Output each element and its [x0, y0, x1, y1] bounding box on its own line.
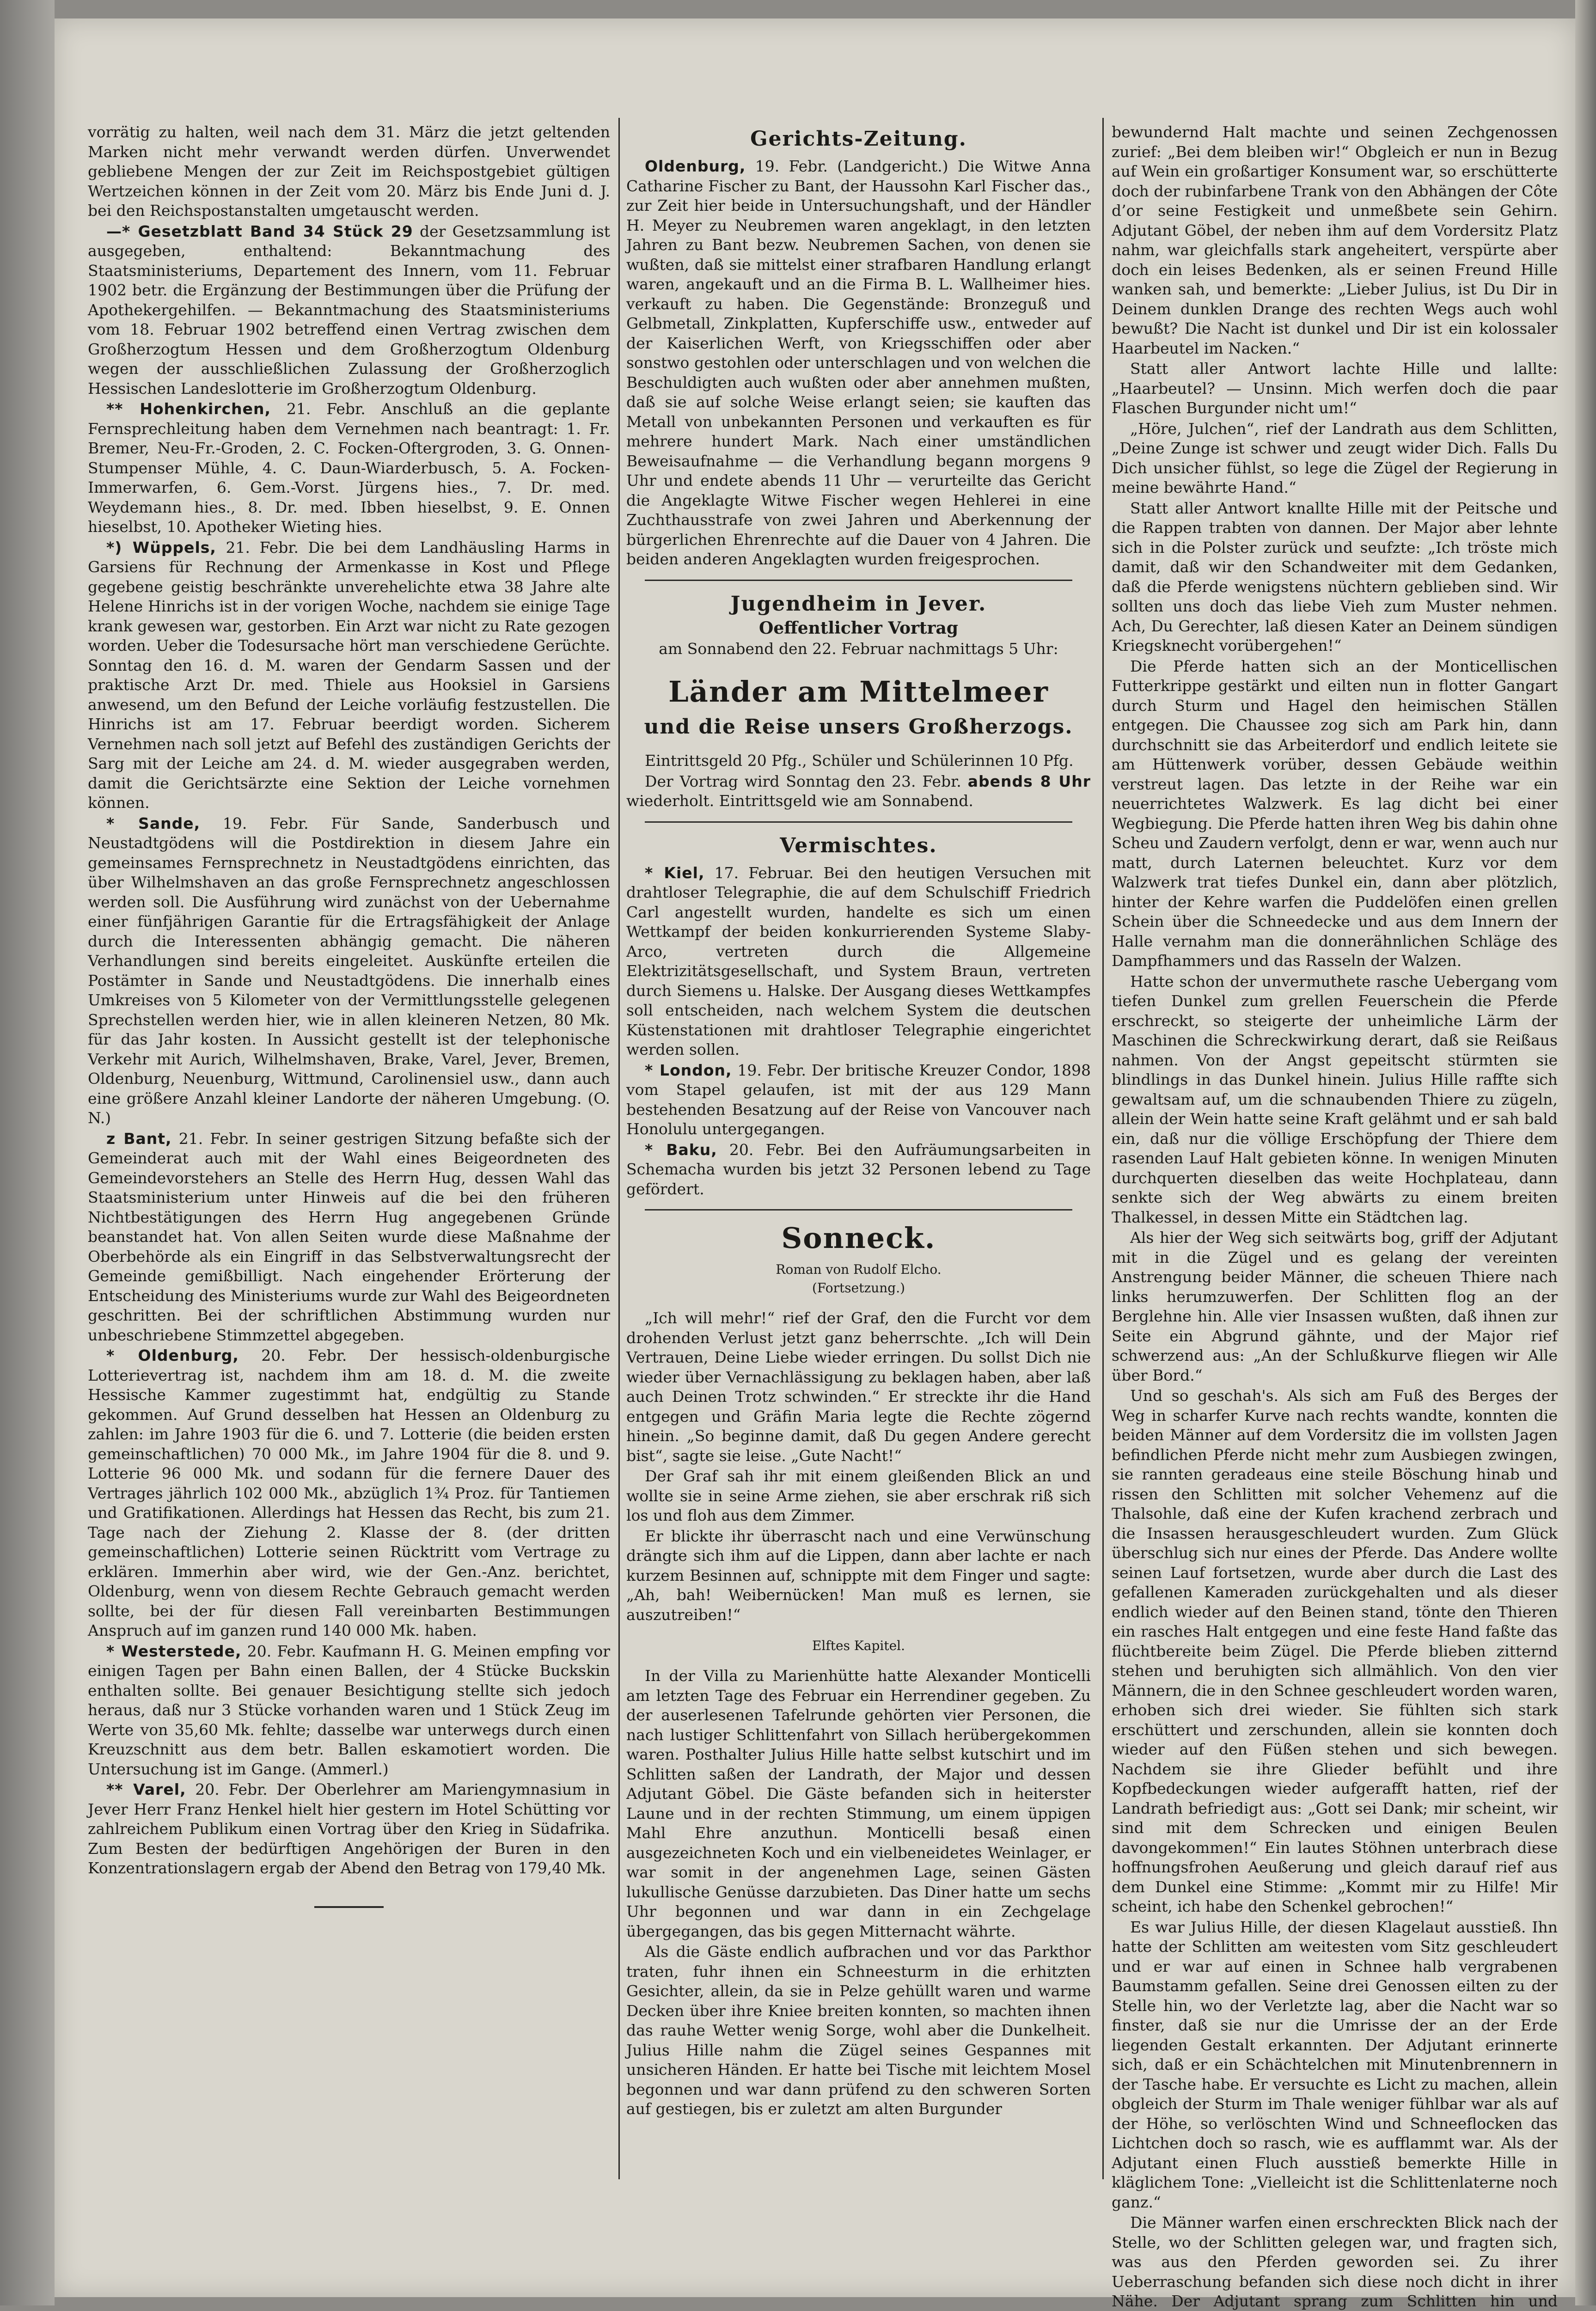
article-london: * London, 19. Febr. Der britische Kreuzer Condor, 1898 vom Stapel gelaufen, ist mit der aus 129 Mann bestehenden Besatzung auf der Reise von Vancouver nach Honolulu untergegangen. — [626, 1061, 1091, 1138]
serial-title-sonneck: Sonneck. — [781, 1221, 936, 1255]
serial-paragraph: Und so geschah's. Als sich am Fuß des Berges der Weg in scharfer Kurve nach rechts wandte, konnten die beiden Männer auf dem Vordersitz die im vollsten Jagen befindlichen Pferde nicht mehr zum Ausbiegen zwingen, sie rannten geradeaus eine steile Böschung hinab und rissen den Schlitten mit solcher Vehemenz auf die Thalsohle, daß eine der Kufen krachend zerbrach und die Insassen herausgeschleudert wurden. Zum Glück überschlug sich nur eines der Pferde. Das Andere wollte seinen Lauf fortsetzen, wurde aber durch die Last des gefallenen Kameraden zurückgehalten und als dieser endlich wieder auf den Beinen stand, tönte den Thieren ein rasches Halt entgegen und eine feste Hand faßte das flüchtbereite beim Zügel. Die Pferde blieben zitternd stehen und beruhigten sich allmählich. Von den vier Männern, die in den Schnee geschleudert worden waren, erhoben sich drei wieder. Sie fühlten sich stark erschüttert und zerschunden, allein sie konnten doch wieder auf den Füßen stehen und sich bewegen. Nachdem sie ihre Glieder befühlt und ihre Kopfbedeckungen wieder aufgerafft hatten, rief der Landrath befriedigt aus: „Gott sei Dank; mir scheint, wir sind mit dem Schrecken und einigen Beulen davongekommen!“ Ein lautes Stöhnen unterbrach diese hoffnungsfrohen Aeußerung und gleich darauf rief aus dem Dunkel eine Stimme: „Kommt mir zu Hilfe! Mir scheint, ich habe den Schenkel gebrochen!“ — [1112, 1387, 1558, 1915]
article-oldenburg: * Oldenburg, 20. Febr. Der hessisch-oldenburgische Lotterievertrag ist, nachdem ihm am 18. d. M. die zweite Hessische Kammer zugestimmt hat, endgültig zu Stande gekommen. Auf Grund desselben hat Hessen an Oldenburg zu zahlen: im Jahre 1903 für die 6. und 7. Lotterie (die beiden ersten gemeinschaftlichen) 70 000 Mk., im Jahre 1904 für die 8. und 9. Lotterie 96 000 Mk. und sodann für die fernere Dauer des Vertrages jährlich 102 000 Mk., abzüglich 1¾ Proz. für Tantiemen und Gratifikationen. Allerdings hat Hessen das Recht, bis zum 21. Tage nach der Ziehung 2. Klasse der 8. (der dritten gemeinschaftlichen) Lotterie seinen Rücktritt vom Vertrage zu erklären. Immerhin aber wird, wie der Gen.-Anz. berichtet, Oldenburg, wenn von diesem Rechte Gebrauch gemacht werden sollte, bei der für diesen Fall vereinbarten Bestimmungen Anspruch auf im ganzen rund 140 000 Mk. haben. — [88, 1346, 610, 1639]
serial-paragraph: Es war Julius Hille, der diesen Klagelaut ausstieß. Ihn hatte der Schlitten am weitesten vom Sitz geschleudert und er war auf einen in Schnee halb vergrabenen Baumstamm gefallen. Seine drei Genossen eilten zu der Stelle hin, wo der Verletzte lag, aber die Nacht war so finster, daß sie nur die Umrisse der an der Erde liegenden Gestalt erkannten. Der Adjutant erinnerte sich, daß er ein Schächtelchen mit Minutenbrennern in der Tasche habe. Er versuchte es Licht zu machen, allein obgleich der Sturm im Thale weniger fühlbar war als auf der Höhe, so verlöschten Wind und Schneeflocken das Lichtchen doch so rasch, wie es aufflammt war. Als der Adjutant einen Fluch ausstieß bemerkte Hille in kläglichem Tone: „Vielleicht ist die Schlittenlaterne noch ganz.“ — [1112, 1918, 1558, 2211]
article-gesetzblatt: —* Gesetzblatt Band 34 Stück 29 der Gesetzsammlung ist ausgegeben, enthaltend: Bekanntmachung des Staatsministeriums, Departement des Innern, vom 11. Februar 1902 betr. die Ergänzung der Bestimmungen über die Prüfung der Apothekergehilfen. — Bekanntmachung des Staatsministeriums vom 18. Februar 1902 betreffend einen Vertrag zwischen dem Großherzogtum Hessen und dem Großherzogtum Oldenburg wegen der ausschließlichen Zulassung der Großherzoglich Hessischen Landeslotterie im Großherzogtum Oldenburg. — [88, 222, 611, 397]
serial-continuation-note: (Fortsetzung.) — [812, 1280, 905, 1296]
column-rule-1 — [618, 118, 620, 2179]
serial-paragraph: Der Graf sah ihr mit einem gleißenden Blick an und wollte sie in seine Arme ziehen, sie aber erschrak riß sich los und floh aus dem Zimmer. — [626, 1467, 1091, 1524]
article-sande: * Sande, 19. Febr. Für Sande, Sanderbusch und Neustadtgödens will die Postdirektion in diesem Jahre ein gemeinsames Fernsprechnetz in Neustadtgödens einrichten, das über Wilhelmshaven an das große Fernsprechnetz angeschlossen werden soll. Die Ausführung wird zunächst von der Uebernahme einer fünfjährigen Garantie für die Ertragsfähigkeit der Anlage durch die Interessenten abhängig gemacht. Die näheren Verhandlungen sind bereits eingeleitet. Auskünfte erteilen die Postämter in Sande und Neustadtgödens. Die innerhalb eines Umkreises von 5 Kilometer von der Vermittlungsstelle gelegenen Sprechstellen werden hier, wie in allen kleineren Netzen, 80 Mk. für das Jahr kosten. In Aussicht gestellt ist der telephonische Verkehr mit Aurich, Wilhelmshaven, Brake, Varel, Jever, Bremen, Oldenburg, Neuenburg, Wittmund, Carolinensiel usw., dann auch eine größere Anzahl kleiner Landorte der näheren Umgebung. (O. N.) — [88, 814, 610, 1127]
column-local-news — [88, 122, 610, 2179]
ad-lecture-title-2: und die Reise unsers Großherzogs. — [644, 715, 1073, 739]
article-continuation: vorrätig zu halten, weil nach dem 31. März die jetzt geltenden Marken nicht mehr verwandt werden dürfen. Unverwendet gebliebene Mengen der zur Zeit im Reichspostgebiet gültigen Wertzeichen können in der Zeit vom 20. März bis Ende Juni d. J. bei den Reichspostanstalten umgetauscht werden. — [88, 123, 610, 220]
serial-paragraph: Er blickte ihr überrascht nach und eine Verwünschung drängte sich ihm auf die Lippen, dann aber lachte er nach kurzem Besinnen auf, schnippte mit dem Finger und sagte: „Ah, bah! Weibernücken! Man muß es lernen, sie auszutreiben!“ — [626, 1527, 1091, 1624]
serial-paragraph: Statt aller Antwort lachte Hille und lallte: „Haarbeutel? — Unsinn. Mich werfen doch die paar Flaschen Burgunder nicht um!“ — [1112, 360, 1558, 417]
serial-paragraph: Als hier der Weg sich seitwärts bog, griff der Adjutant mit in die Zügel und es gelang der vereinten Anstrengung beider Männer, die scheuen Thiere nach links herumzuwerfen. Der Schlitten flog an der Berglehne hin. Alle vier Insassen wußten, daß ihnen zur Seite ein Abgrund gähnte, und der Major rief schwerzend aus: „An der Schlußkurve fliegen wir Alle über Bord.“ — [1112, 1229, 1558, 1384]
article-varel: ** Varel, 20. Febr. Der Oberlehrer am Mariengymnasium in Jever Herr Franz Henkel hielt hier gestern im Hotel Schütting vor zahlreichem Publikum einen Vortrag über den Krieg in Südafrika. Zum Besten der bedürftigen Angehörigen der Buren in den Konzentrationslagern ergab der Abend den Betrag von 179,40 Mk. — [88, 1780, 610, 1877]
serial-author: Roman von Rudolf Elcho. — [776, 1262, 942, 1277]
column-rule-2 — [1102, 118, 1104, 2179]
serial-paragraph: In der Villa zu Marienhütte hatte Alexander Monticelli am letzten Tage des Februar ein Herrendiner gegeben. Zu der auserlesenen Tafelrunde gehörten vier Personen, die nach lustiger Schlittenfahrt von Sillach herübergekommen waren. Posthalter Julius Hille hatte selbst kutschirt und im Schlitten saßen der Landrath, der Major und dessen Adjutant Göbel. Die Gäste befanden sich in heiterster Laune und in der rechten Stimmung, um einem üppigen Mahl Ehre anzuthun. Monticelli besaß einen ausgezeichneten Koch und ein vielbeneidetes Weinlager, er war somit in der angenehmen Lage, seinen Gästen lukullische Genüsse darzubieten. Das Diner hatte um sechs Uhr begonnen und war dann in ein Zechgelage übergegangen, das bis gegen Mitternacht währte. — [626, 1667, 1091, 1940]
column-serial-continued — [1112, 122, 1558, 2310]
page-edge-left — [0, 0, 55, 2305]
column-court-and-misc — [626, 122, 1091, 2179]
article-kiel: * Kiel, 17. Februar. Bei den heutigen Versuchen mit drahtloser Telegraphie, die auf dem Schulschiff Friedrich Carl angestellt wurden, handelte es sich um einen Wettkampf der beiden konkurrierenden Systeme Slaby-Arco, vertreten durch die Allgemeine Elektrizitätsgesellschaft, und System Braun, vertreten durch Siemens u. Halske. Der Ausgang dieses Wettkampfes soll entscheiden, nach welchem System die deutschen Küstenstationen mit drahtloser Telegraphie eingerichtet werden sollen. — [626, 863, 1091, 1058]
serial-paragraph: bewundernd Halt machte und seinen Zechgenossen zurief: „Bei dem bleiben wir!“ Obgleich er nun in Bezug auf Wein ein großartiger Konsument war, so erschütterte doch der rubinfarbene Trank von den Abhängen der Côte d’or seine Festigkeit und unmeßbete sein Gehirn. Adjutant Göbel, der neben ihm auf dem Vordersitz Platz nahm, war gleichfalls stark angeheitert, verspürte aber doch ein leises Bedenken, als er seinen Freund Hille wanken sah, und bemerkte: „Lieber Julius, ist Du Dir in Deinem dunklen Drange des rechten Wegs auch wohl bewußt? Die Nacht ist dunkel und Dir ist ein kolossaler Haarbeutel im Nacken.“ — [1112, 123, 1558, 357]
article-hohenkirchen: ** Hohenkirchen, 21. Febr. Anschluß an die geplante Fernsprechleitung haben dem Vernehmen nach beantragt: 1. Fr. Bremer, Neu-Fr.-Groden, 2. C. Focken-Oftergroden, 3. G. Onnen-Stumpenser Mühle, 4. C. Daun-Wiarderbusch, 5. A. Focken-Immerwarfen, 6. Gem.-Vorst. Jürgens hies., 7. Dr. med. Weydemann hies., 8. Dr. med. Ibben hieselbst, 9. E. Onnen hieselbst, 10. Apotheker Wieting hies. — [88, 400, 610, 536]
section-title-vermischtes: Vermischtes. — [780, 833, 937, 857]
divider-rule — [645, 1209, 1072, 1211]
chapter-heading: Elftes Kapitel. — [812, 1638, 905, 1653]
serial-paragraph: Die Männer warfen einen erschreckten Blick nach der Stelle, wo der Schlitten gelegen war, und fragten sich, was aus den Pferden geworden sei. Zu ihrer Ueberraschung befanden sich diese noch dicht in ihrer Nähe. Der Adjutant sprang zum Schlitten hin und — [1112, 2213, 1558, 2310]
article-baku: * Baku, 20. Febr. Bei den Aufräumungsarbeiten in Schemacha wurden bis jetzt 32 Personen lebend zu Tage gefördert. — [626, 1140, 1091, 1198]
ad-time: am Sonnabend den 22. Februar nachmittags 5 Uhr: — [659, 639, 1058, 658]
article-westerstede: * Westerstede, 20. Febr. Kaufmann H. G. Meinen empfing vor einigen Tagen per Bahn einen Ballen, der 4 Stücke Buckskin enthalten sollte. Bei genauer Besichtigung stellte sich jedoch heraus, daß nur 3 Stücke vorhanden waren und 1 Stück Zeug im Werte von 35,60 Mk. fehlte; dasselbe war unterwegs durch einen Kreuzschnitt aus dem betr. Ballen eskamotiert worden. Die Untersuchung ist im Gange. (Ammerl.) — [88, 1642, 610, 1778]
serial-paragraph: „Ich will mehr!“ rief der Graf, den die Furcht vor dem drohenden Verlust jetzt ganz beherrschte. „Ich will Dein Vertrauen, Deine Liebe wieder erringen. Du sollst Dich nie wieder über Vernachlässigung zu beklagen haben, aber laß auch Deinen Trotz schwinden.“ Er streckte ihr die Hand entgegen und Gräfin Maria legte die Rechte zögernd hinein. „So beginne damit, daß Du gegen Andere gerecht bist“, sagte sie leise. „Gute Nacht!“ — [626, 1309, 1091, 1465]
end-rule — [314, 1906, 384, 1908]
ad-title-jugendheim: Jugendheim in Jever. — [730, 592, 987, 616]
serial-paragraph: Hatte schon der unvermuthete rasche Uebergang vom tiefen Dunkel zum grellen Feuerschein die Pferde erschreckt, so steigerte der unheimliche Lärm der Maschinen die Schreckwirkung derart, daß sie Reißaus nahmen. Von der Angst gepeitscht stürmten sie blindlings in das Dunkel hinein. Julius Hille raffte sich gewaltsam auf, um die schnaubenden Thiere zu zügeln, allein der Wein hatte seine Kraft gelähmt und er sah bald ein, daß nur die völlige Erschöpfung der Thiere dem rasenden Lauf Halt gebieten könne. In wenigen Minuten durchquerten dieselben das weite Hochplateau, dann senkte sich der Weg abwärts zu einem breiten Thalkessel, in dessen Mitte ein Städtchen lag. — [1112, 972, 1558, 1226]
divider-rule — [645, 580, 1072, 581]
ad-admission: Eintrittsgeld 20 Pfg., Schüler und Schülerinnen 10 Pfg. — [645, 752, 1074, 770]
section-title-gerichts-zeitung: Gerichts-Zeitung. — [750, 127, 967, 151]
serial-paragraph: Die Pferde hatten sich an der Monticellischen Futterkrippe gestärkt und eilten nun in flotter Gangart durch Sturm und Hagel den heimischen Ställen entgegen. Die Chaussee zog sich am Park hin, dann durchschnitt sie das Arbeiterdorf und endlich leitete sie am Hüttenwerk vorüber, dessen Gebäude weithin verstreut lagen. Das letzte in der Reihe war ein neuerrichtetes Walzwerk. Es lag dicht bei einer Wegbiegung. Die Pferde hatten ihren Weg bis dahin ohne Scheu und Zaudern verfolgt, denn er war, wenn auch nur matt, durch Laternen beleuchtet. Kurz vor dem Walzwerk trat tiefes Dunkel ein, dann aber plötzlich, hinter der Kehre warfen die Puddelöfen einen grellen Schein über die Schneedecke und aus dem Innern der Halle vernahm man die donnerähnlichen Schläge des Dampfhammers und das Rasseln der Walzen. — [1112, 657, 1558, 970]
serial-paragraph: Statt aller Antwort knallte Hille mit der Peitsche und die Rappen trabten von dannen. Der Major aber lehnte sich in die Polster zurück und seufzte: „Ich tröste mich damit, daß wir den Schandweiter mit dem Gedanken, daß die Pferde wenigstens nüchtern geblieben sind. Wir sollten uns doch das liebe Vieh zum Muster nehmen. Ach, Du Gerechter, laß diesen Kater an Deinem sündigen Kriegsknecht vorübergehen!“ — [1112, 499, 1558, 654]
page-edge-right — [1575, 0, 1596, 2305]
serial-paragraph: Als die Gäste endlich aufbrachen und vor das Parkthor traten, fuhr ihnen ein Schneesturm in die erhitzten Gesichter, allein, da sie in Pelze gehüllt waren und warme Decken über ihre Kniee breiten konnten, so machten ihnen das rauhe Wetter wenig Sorge, wohl aber die Dunkelheit. Julius Hille nahm die Zügel seines Gespannes mit unsicheren Händen. Er hatte bei Tische mit leichtem Mosel begonnen und war dann prüfend zu den schweren Sorten auf gestiegen, bis er zuletzt am alten Burgunder — [626, 1943, 1091, 2118]
ad-lecture-title-1: Länder am Mittelmeer — [668, 675, 1049, 709]
article-wueppels: *) Wüppels, 21. Febr. Die bei dem Landhäusling Harms in Garsiens für Rechnung der Armenkasse in Kost und Pflege gegebene geistig beschränkte unverehelichte etwa 38 Jahre alte Helene Hinrichs ist in der vorigen Woche, nachdem sie einige Tage krank gewesen war, gestorben. Ein Arzt war nicht zu Rate gezogen worden. Ueber die Todesursache hört man verschiedene Gerüchte. Sonntag den 16. d. M. waren der Gendarm Sassen und der praktische Arzt Dr. med. Thiele aus Hooksiel in Garsiens anwesend, um den Befund der Leiche vorläufig festzustellen. Die Hinrichs ist am 17. Februar beerdigt worden. Sicherem Vernehmen nach soll jetzt auf Befehl des zuständigen Gerichts der Sarg mit der Leiche am 24. d. M. wieder ausgegraben werden, damit die Gerichtsärzte eine Sektion der Leiche vornehmen können. — [88, 538, 610, 812]
serial-paragraph: „Höre, Julchen“, rief der Landrath aus dem Schlitten, „Deine Zunge ist schwer und zeugt wider Dich. Falls Du Dich unsicher fühlst, so lege die Zügel der Regierung in meine bewährte Hand.“ — [1112, 419, 1558, 496]
article-court-oldenburg: Oldenburg, 19. Febr. (Landgericht.) Die Witwe Anna Catharine Fischer zu Bant, der Haussohn Karl Fischer das., zur Zeit hier beide in Untersuchungshaft, und der Händler H. Meyer zu Neubremen waren angeklagt, in den letzten Jahren zu Bant bezw. Neubremen Sachen, von denen sie wußten, daß sie mittelst einer strafbaren Handlung erlangt waren, angekauft und an die Firma B. L. Wallheimer hies. verkauft zu haben. Die Gegenstände: Bronzeguß und Gelbmetall, Zinkplatten, Kupferschiffe usw., entweder auf der Kaiserlichen Werft, von Kriegsschiffen oder aber sonstwo gestohlen oder unterschlagen und von welchen die Beschuldigten auch wußten oder aber annehmen mußten, daß sie auf solche Weise erlangt seien; sie kauften das Metall von unbekannten Personen und verkauften es für mehrere hundert Mark. Nach einer umständlichen Beweisaufnahme — die Verhandlung begann morgens 9 Uhr und endete abends 11 Uhr — verurteilte das Gericht die Angeklagte Witwe Fischer wegen Hehlerei in eine Zuchthausstrafe von zwei Jahren und Aberkennung der bürgerlichen Ehrenrechte auf die Dauer von 4 Jahren. Die beiden anderen Angeklagten wurden freigesprochen. — [626, 157, 1091, 568]
article-bant: z Bant, 21. Febr. In seiner gestrigen Sitzung befaßte sich der Gemeinderat auch mit der Wahl eines Beigeordneten des Gemeindevorstehers an Stelle des Herrn Hug, dessen Wahl das Staatsministerium unter Hinweis auf die bei den früheren Nichtbestätigungen des Herrn Hug angegebenen Gründe beanstandet hat. Von allen Seiten wurde diese Maßnahme der Oberbehörde als ein Eingriff in das Selbstverwaltungsrecht der Gemeinde gemißbilligt. Nach eingehender Erörterung der Entscheidung des Ministeriums wurde zur Wahl des Beigeordneten geschritten. Bei der schriftlichen Abstimmung wurden nur unbeschriebene Stimmzettel abgegeben. — [88, 1129, 610, 1344]
divider-rule — [645, 821, 1072, 823]
ad-subtitle: Oeffentlicher Vortrag — [758, 618, 959, 638]
ad-repeat: Der Vortrag wird Sonntag den 23. Febr. abends 8 Uhr wiederholt. Eintrittsgeld wie am Sonnabend. — [626, 772, 1091, 810]
